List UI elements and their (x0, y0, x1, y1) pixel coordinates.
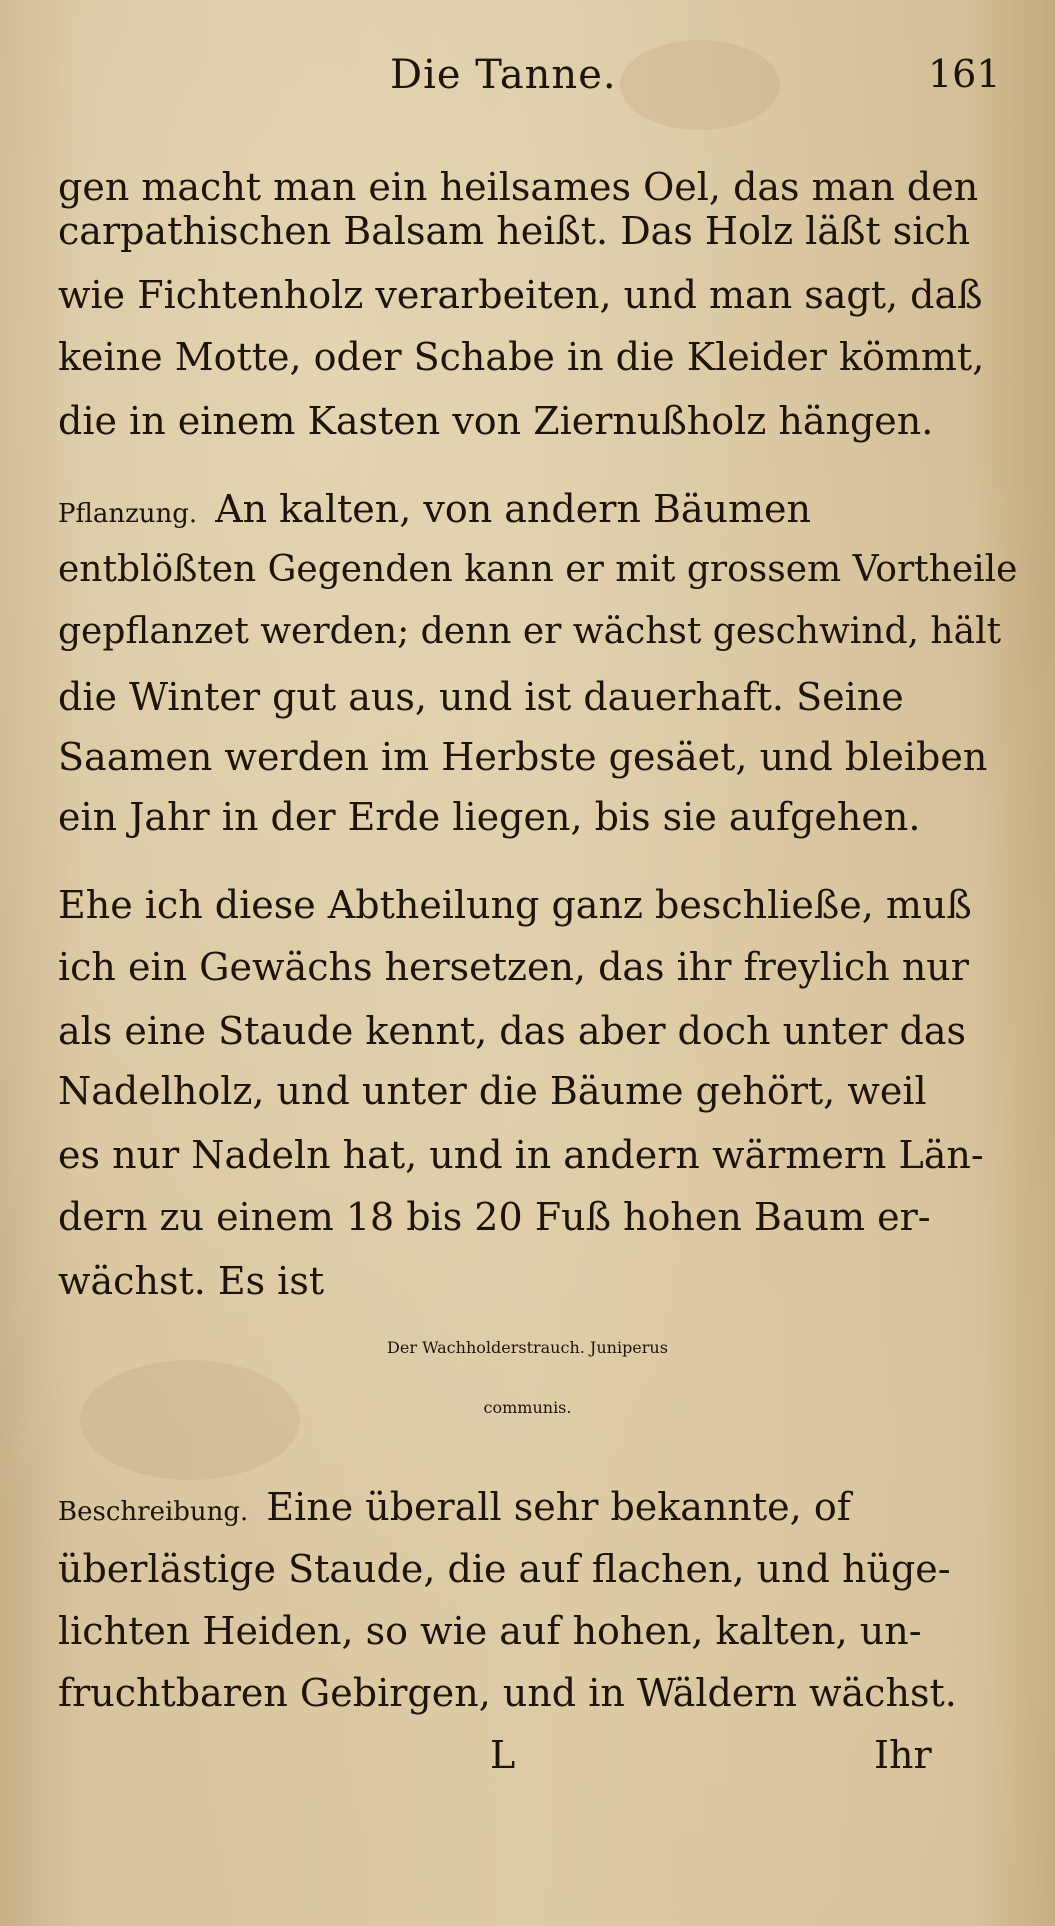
text-line: überlästige Staude, die auf flachen, und hüge- (58, 1547, 951, 1591)
signature-mark: L (490, 1733, 516, 1777)
text-line: Saamen werden im Herbste gesäet, und bleiben (58, 735, 988, 779)
text-line: gen macht man ein heilsames Oel, das man den (58, 165, 979, 209)
text-line: Ehe ich diese Abtheilung ganz beschließe, muß (58, 883, 972, 927)
text-line-content: Eine überall sehr bekannte, of (266, 1485, 851, 1529)
text-line: lichten Heiden, so wie auf hohen, kalten, un- (58, 1609, 922, 1653)
text-line (58, 487, 812, 531)
running-title: Die Tanne. (390, 52, 617, 98)
text-line-content: An kalten, von andern Bäumen (215, 487, 812, 531)
section-heading: Der Wachholderstrauch. Juniperus (387, 1338, 668, 1357)
text-line: ein Jahr in der Erde liegen, bis sie aufgehen. (58, 795, 921, 839)
text-line: wächst. Es ist (58, 1259, 325, 1303)
paper-stain (80, 1360, 300, 1480)
catchword: Ihr (874, 1733, 932, 1777)
text-line: keine Motte, oder Schabe in die Kleider kömmt, (58, 335, 985, 379)
page-number: 161 (928, 52, 1001, 96)
page-header (0, 52, 1055, 112)
section-heading-continued: communis. (483, 1398, 572, 1417)
text-line: dern zu einem 18 bis 20 Fuß hohen Baum er- (58, 1195, 931, 1239)
text-line: gepflanzet werden; denn er wächst geschwind, hält (58, 611, 1002, 652)
text-line: entblößten Gegenden kann er mit grossem Vortheile (58, 549, 1018, 590)
text-line: Nadelholz, und unter die Bäume gehört, weil (58, 1069, 927, 1113)
text-line: als eine Staude kennt, das aber doch unter das (58, 1009, 967, 1053)
text-line: wie Fichtenholz verarbeiten, und man sagt, daß (58, 273, 983, 317)
text-line: es nur Nadeln hat, und in andern wärmern Län- (58, 1133, 984, 1177)
text-line: fruchtbaren Gebirgen, und in Wäldern wächst. (58, 1671, 957, 1715)
margin-note: Beschreibung. (58, 1497, 249, 1527)
margin-note: Pflanzung. (58, 499, 198, 529)
text-line: carpathischen Balsam heißt. Das Holz läßt sich (58, 209, 971, 253)
text-line: die in einem Kasten von Ziernußholz hängen. (58, 399, 934, 443)
text-line: ich ein Gewächs hersetzen, das ihr freylich nur (58, 945, 969, 989)
text-line: die Winter gut aus, und ist dauerhaft. Seine (58, 675, 904, 719)
text-line (58, 1485, 851, 1529)
